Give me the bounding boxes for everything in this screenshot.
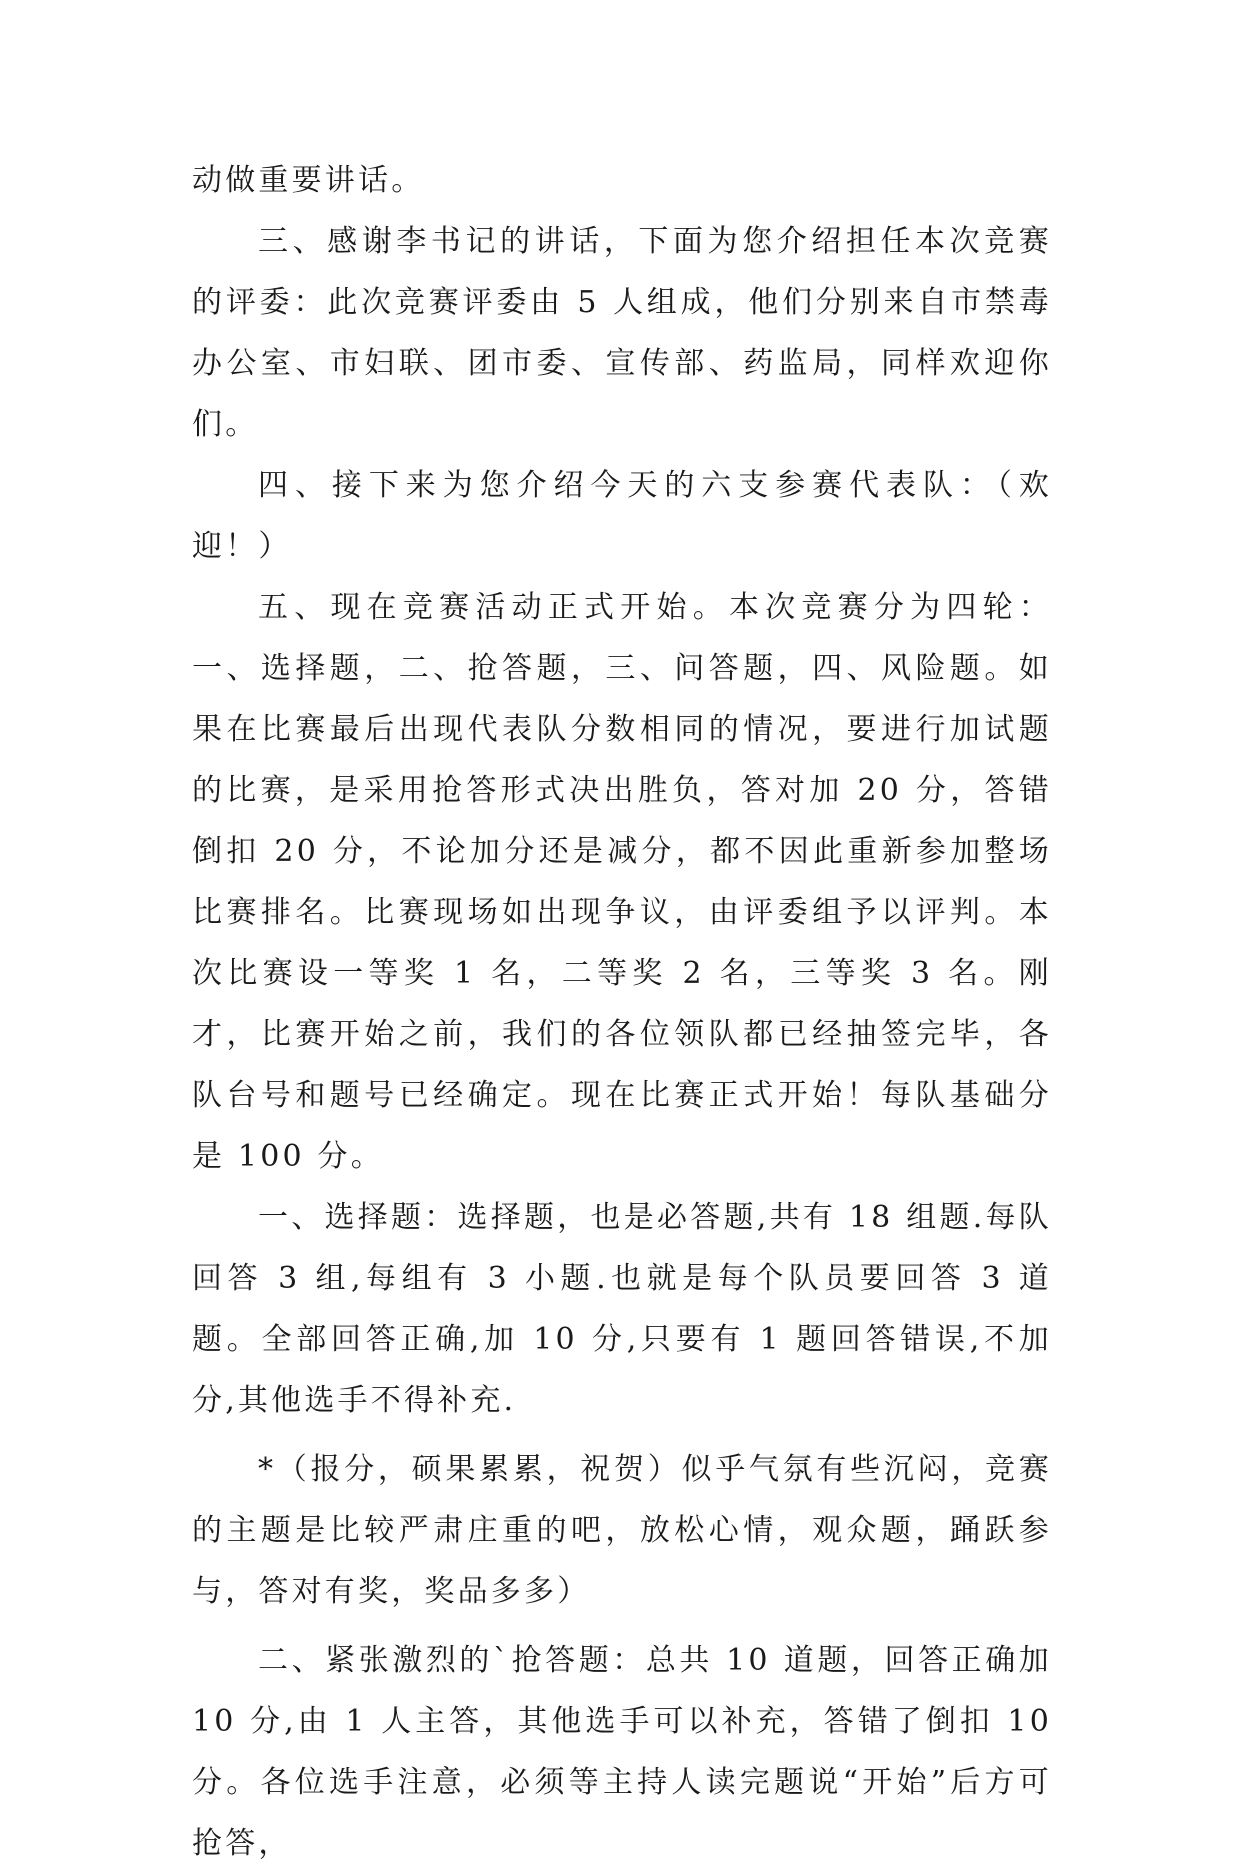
paragraph-competition-rules: 五、现在竞赛活动正式开始。本次竞赛分为四轮：一、选择题，二、抢答题，三、问答题，四、风险题。如果在比赛最后出现代表队分数相同的情况，要进行加试题的比赛，是采用抢答形式决出胜负，答对加 20 分，答错倒扣 20 分，不论加分还是减分，都不因此重新参加整场比赛排名。比赛现场如出现争议，由评委组予以评判。本次比赛设一等奖 1 名，二等奖 2 名，三等奖 3 名。刚才，比赛开始之前，我们的各位领队都已经抽签完毕，各队台号和题号已经确定。现在比赛正式开始！每队基础分是 100 分。 — [192, 590, 1052, 1174]
paragraph-multiple-choice: 一、选择题：选择题，也是必答题,共有 18 组题.每队回答 3 组,每组有 3 小题.也就是每个队员要回答 3 道题。全部回答正确,加 10 分,只要有 1 题回答错误,不加分,其他选手不得补充. — [192, 1200, 1052, 1418]
paragraph-teams-intro: 四、接下来为您介绍今天的六支参赛代表队：（欢迎！） — [192, 468, 1052, 564]
paragraph-quick-response: 二、紧张激烈的`抢答题：总共 10 道题，回答正确加 10 分,由 1 人主答，其他选手可以补充，答错了倒扣 10 分。各位选手注意，必须等主持人读完题说“开始”后方可抢答， — [192, 1643, 1052, 1861]
paragraph-audience-note: *（报分，硕果累累，祝贺）似乎气氛有些沉闷，竞赛的主题是比较严肃庄重的吧，放松心情，观众题，踊跃参与，答对有奖，奖品多多） — [192, 1452, 1052, 1609]
paragraph-judges-intro: 三、感谢李书记的讲话，下面为您介绍担任本次竞赛的评委：此次竞赛评委由 5 人组成，他们分别来自市禁毒办公室、市妇联、团市委、宣传部、药监局，同样欢迎你们。 — [192, 224, 1052, 442]
body-text — [192, 150, 1052, 1874]
paragraph-speech-end: 动做重要讲话。 — [192, 163, 425, 198]
